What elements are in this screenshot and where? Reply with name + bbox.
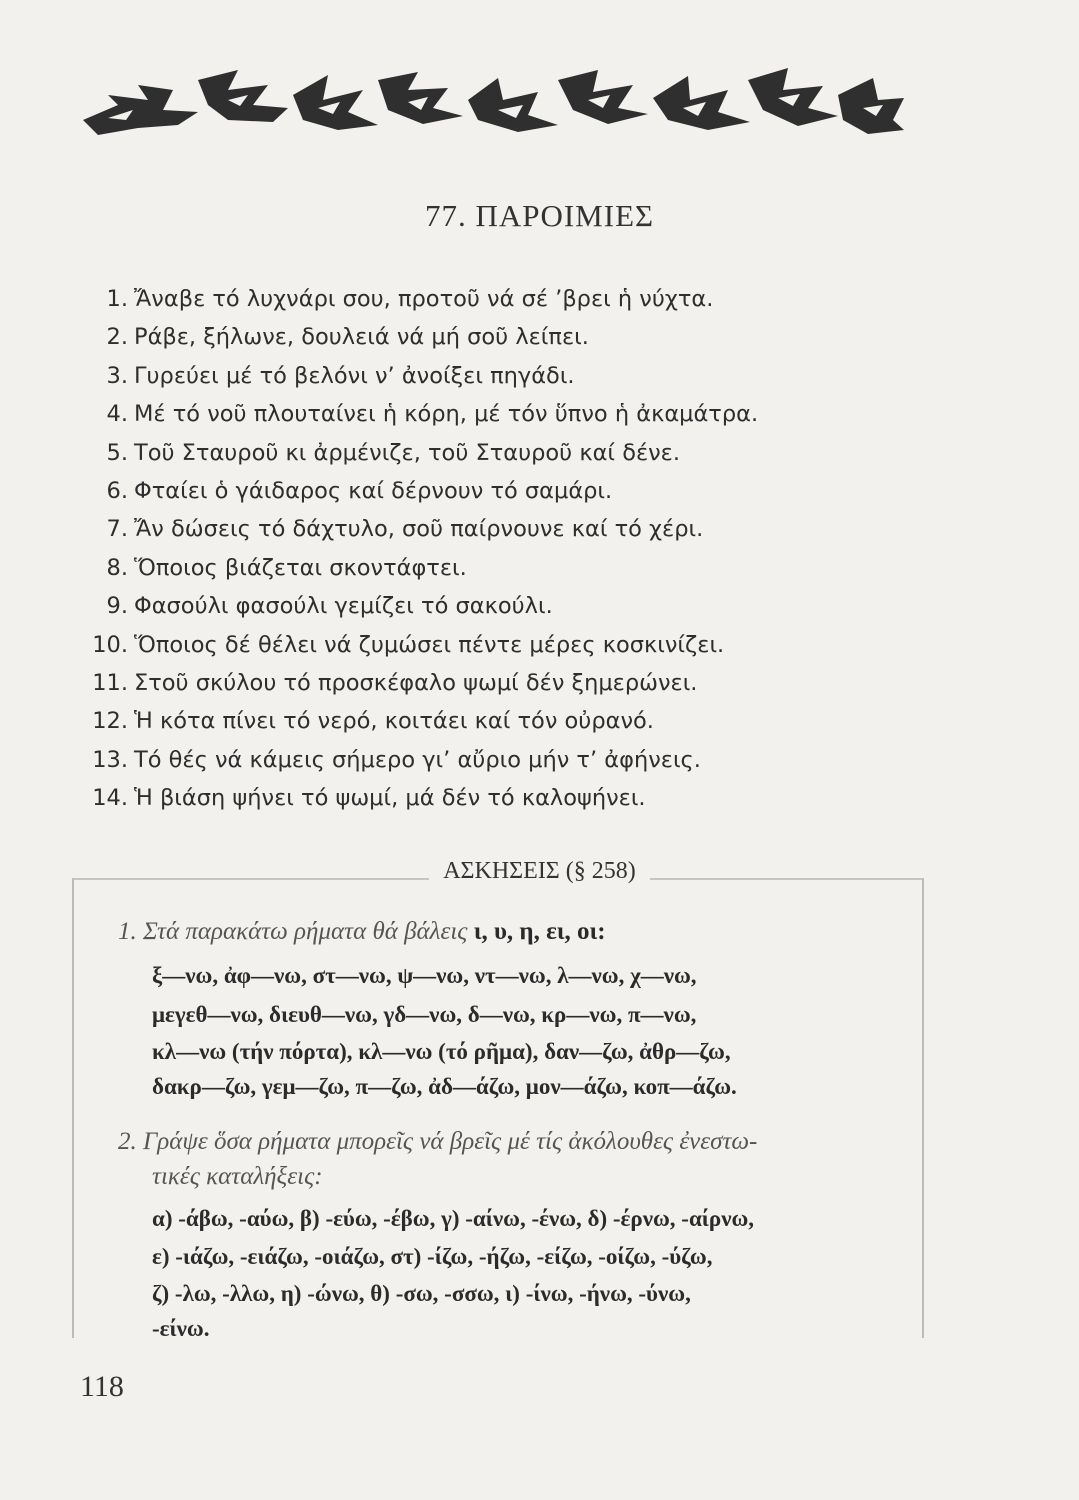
- list-item: [86, 587, 986, 625]
- item-number: 1.: [106, 286, 128, 312]
- item-text: Ὅποιος δέ θέλει νά ζυμώσει πέντε μέρες κοσκινίζει.: [134, 631, 725, 658]
- list-item: [86, 357, 986, 395]
- page-number: 118: [80, 1370, 124, 1403]
- exercise-2-line: α) -άβω, -αύω, β) -εύω, -έβω, γ) -αίνω, -ένω, δ) -έρνω, -αίρνω,: [152, 1206, 755, 1231]
- exercise-1-text: Στά παρακάτω ρήματα θά βάλεις: [143, 918, 468, 945]
- list-item: [86, 549, 986, 587]
- list-item: [86, 510, 986, 548]
- item-number: 8.: [106, 554, 128, 581]
- exercise-2-prompt: [118, 1128, 757, 1156]
- exercise-1-number: 1.: [118, 918, 137, 945]
- item-number: 4.: [106, 401, 128, 428]
- exercise-2-line: ε) -ιάζω, -ειάζω, -οιάζω, στ) -ίζω, -ήζω, -είζω, -οίζω, -ύζω,: [152, 1244, 713, 1269]
- item-number: 5.: [106, 439, 128, 466]
- proverb-list: [86, 280, 986, 817]
- exercise-2-line: ζ) -λω, -λλω, η) -ώνω, θ) -σω, -σσω, ι) -ίνω, -ήνω, -ύνω,: [152, 1281, 691, 1306]
- list-item: [86, 779, 986, 817]
- item-number: 7.: [106, 516, 128, 543]
- item-text: Ράβε, ξήλωνε, δουλειά νά μή σοῦ λείπει.: [134, 324, 589, 351]
- item-text: Τοῦ Σταυροῦ κι ἀρμένιζε, τοῦ Σταυροῦ καί δένε.: [134, 439, 680, 466]
- exercises-heading-text: ΑΣΚΗΣΕΙΣ (§ 258): [429, 858, 650, 884]
- item-number: 14.: [92, 785, 128, 812]
- item-text: Φασούλι φασούλι γεμίζει τό σακούλι.: [134, 593, 553, 620]
- item-text: Φταίει ὁ γάιδαρος καί δέρνουν τό σαμάρι.: [134, 477, 613, 504]
- page-title: 77. ΠΑΡΟΙΜΙΕΣ: [424, 198, 655, 233]
- leaf-ornament: [78, 50, 908, 150]
- list-item: [86, 741, 986, 779]
- item-number: 2.: [106, 324, 128, 351]
- list-item: [86, 318, 986, 356]
- exercise-1-line: δακρ—ζω, γεμ—ζω, π—ζω, ἀδ—άζω, μον—άζω, κοπ—άζω.: [152, 1074, 737, 1099]
- exercise-2-number: 2.: [118, 1128, 137, 1155]
- exercise-1-letters: ι, υ, η, ει, οι:: [473, 918, 606, 945]
- item-text: Ἡ κότα πίνει τό νερό, κοιτάει καί τόν οὐρανό.: [134, 708, 654, 735]
- list-item: [86, 626, 986, 664]
- list-item: [86, 702, 986, 740]
- item-text: Γυρεύει μέ τό βελόνι ν’ ἀνοίξει πηγάδι.: [134, 362, 575, 389]
- exercise-2-prompt-cont: τικές καταλήξεις:: [152, 1163, 323, 1190]
- item-number: 10.: [92, 631, 128, 658]
- item-number: 9.: [106, 593, 128, 620]
- exercise-1-line: μεγεθ—νω, διευθ—νω, γδ—νω, δ—νω, κρ—νω, π—νω,: [152, 1002, 697, 1027]
- list-item: [86, 280, 986, 318]
- item-text: Στοῦ σκύλου τό προσκέφαλο ψωμί δέν ξημερώνει.: [134, 669, 698, 696]
- exercise-1-prompt: [118, 918, 606, 946]
- item-text: Ἡ βιάση ψήνει τό ψωμί, μά δέν τό καλοψήνει.: [134, 785, 646, 812]
- item-text: Ἄναβε τό λυχνάρι σου, προτοῦ νά σέ ’βρει ἡ νύχτα.: [134, 286, 714, 312]
- list-item: [86, 664, 986, 702]
- exercise-1-line: κλ—νω (τήν πόρτα), κλ—νω (τό ρῆμα), δαν—ζω, ἀθρ—ζω,: [152, 1039, 731, 1064]
- item-number: 12.: [92, 708, 128, 735]
- item-text: Ὅποιος βιάζεται σκοντάφτει.: [134, 554, 467, 581]
- item-number: 6.: [106, 477, 128, 504]
- item-number: 13.: [92, 746, 128, 773]
- item-text: Τό θές νά κάμεις σήμερο γι’ αὔριο μήν τ’ ἀφήνεις.: [134, 746, 701, 773]
- list-item: [86, 434, 986, 472]
- list-item: [86, 395, 986, 433]
- item-number: 3.: [106, 362, 128, 389]
- list-item: [86, 472, 986, 510]
- item-number: 11.: [92, 669, 128, 696]
- exercise-2-line: -είνω.: [152, 1316, 210, 1341]
- item-text: Ἄν δώσεις τό δάχτυλο, σοῦ παίρνουνε καί τό χέρι.: [134, 516, 704, 543]
- item-text: Μέ τό νοῦ πλουταίνει ἡ κόρη, μέ τόν ὕπνο ἡ ἀκαμάτρα.: [134, 401, 759, 428]
- exercise-2-text: Γράψε ὅσα ρήματα μπορεῖς νά βρεῖς μέ τίς ἀκόλουθες ἐνεστω-: [143, 1128, 758, 1155]
- exercise-1-line: ξ—νω, ἀφ—νω, στ—νω, ψ—νω, ντ—νω, λ—νω, χ—νω,: [152, 963, 697, 988]
- exercises-heading: [0, 858, 1079, 885]
